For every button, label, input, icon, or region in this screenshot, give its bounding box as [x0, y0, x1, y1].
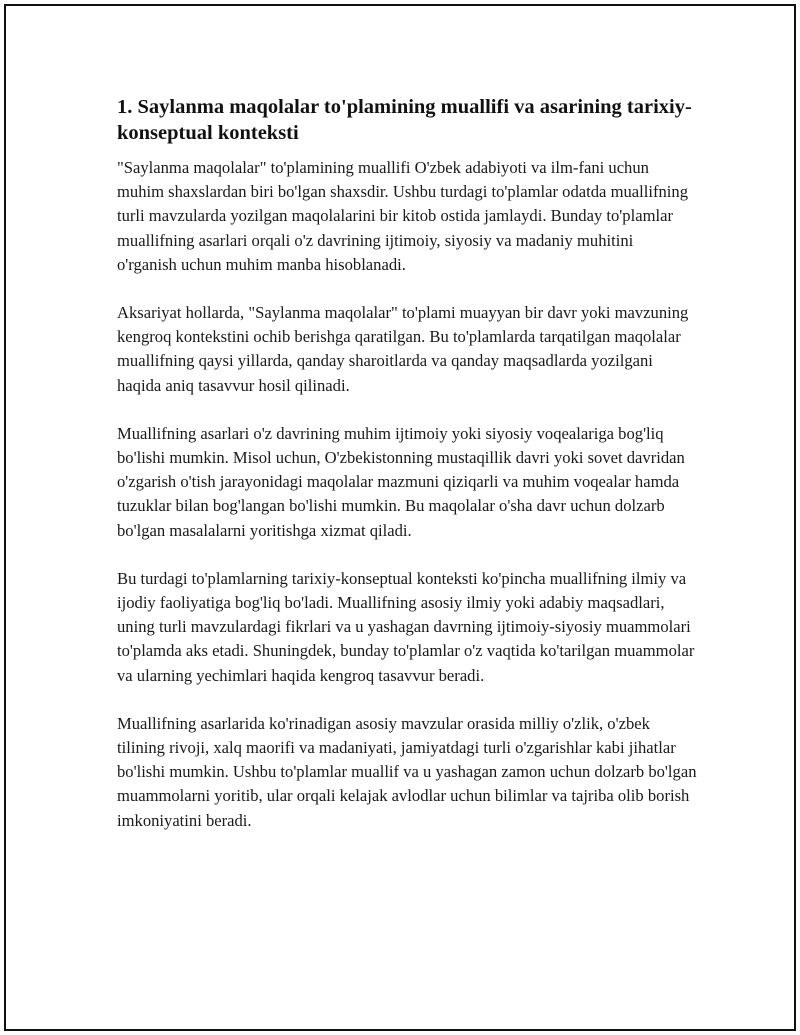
section-heading: 1. Saylanma maqolalar to'plamining muallifi va asarining tarixiy-konseptual konteksti — [117, 96, 692, 144]
paragraph-2: Aksariyat hollarda, "Saylanma maqolalar" to'plami muayyan bir davr yoki mavzuning kengroq kontekstini ochib berishga qaratilgan. Bu to'plamlarda tarqatilgan maqolalar muallifning qaysi yillarda, qanday sharoitlarda va qanday maqsadlarda yozilgani haqida aniq tasavvur hosil qilinadi. — [117, 303, 689, 395]
paragraph-1: "Saylanma maqolalar" to'plamining muallifi O'zbek adabiyoti va ilm-fani uchun muhim shaxslardan biri bo'lgan shaxsdir. Ushbu turdagi to'plamlar odatda muallifning turli mavzularda yozilgan maqolalarini bir kitob ostida jamlaydi. Bunday to'plamlar muallifning asarlari orqali o'z davrining ijtimoiy, siyosiy va madaniy muhitini o'rganish uchun muhim manba hisoblanadi. — [117, 158, 688, 274]
paragraph-4: Bu turdagi to'plamlarning tarixiy-konseptual konteksti ko'pincha muallifning ilmiy va ijodiy faoliyatiga bog'liq bo'ladi. Muallifning asosiy ilmiy yoki adabiy maqsadlari, uning turli mavzulardagi fikrlari va u yashagan davrning ijtimoiy-siyosiy muammolari to'plamda aks etadi. Shuningdek, bunday to'plamlar o'z vaqtida ko'tarilgan muammolar va ularning yechimlari haqida kengroq tasavvur beradi. — [117, 568, 695, 685]
paragraph-5: Muallifning asarlarida ko'rinadigan asosiy mavzular orasida milliy o'zlik, o'zbek tilining rivoji, xalq maorifi va madaniyati, jamiyatdagi turli o'zgarishlar kabi jihatlar bo'lishi mumkin. Ushbu to'plamlar muallif va u yashagan zamon uchun dolzarb bo'lgan muammolarni yoritib, ular orqali kelajak avlodlar uchun bilimlar va tajriba olib borish imkoniyatini beradi. — [117, 713, 697, 830]
paragraph-3: Muallifning asarlari o'z davrining muhim ijtimoiy yoki siyosiy voqealariga bog'liq bo'lishi mumkin. Misol uchun, O'zbekistonning mustaqillik davri yoki sovet davridan o'zgarish o'tish jarayonidagi maqolalar mazmuni qiziqarli va muhim voqealar hamda tuzuklar bilan bog'langan bo'lishi mumkin. Bu maqolalar o'sha davr uchun dolzarb bo'lgan masalalarni yoritishga xizmat qiladi. — [117, 423, 685, 540]
document-body — [117, 94, 697, 833]
